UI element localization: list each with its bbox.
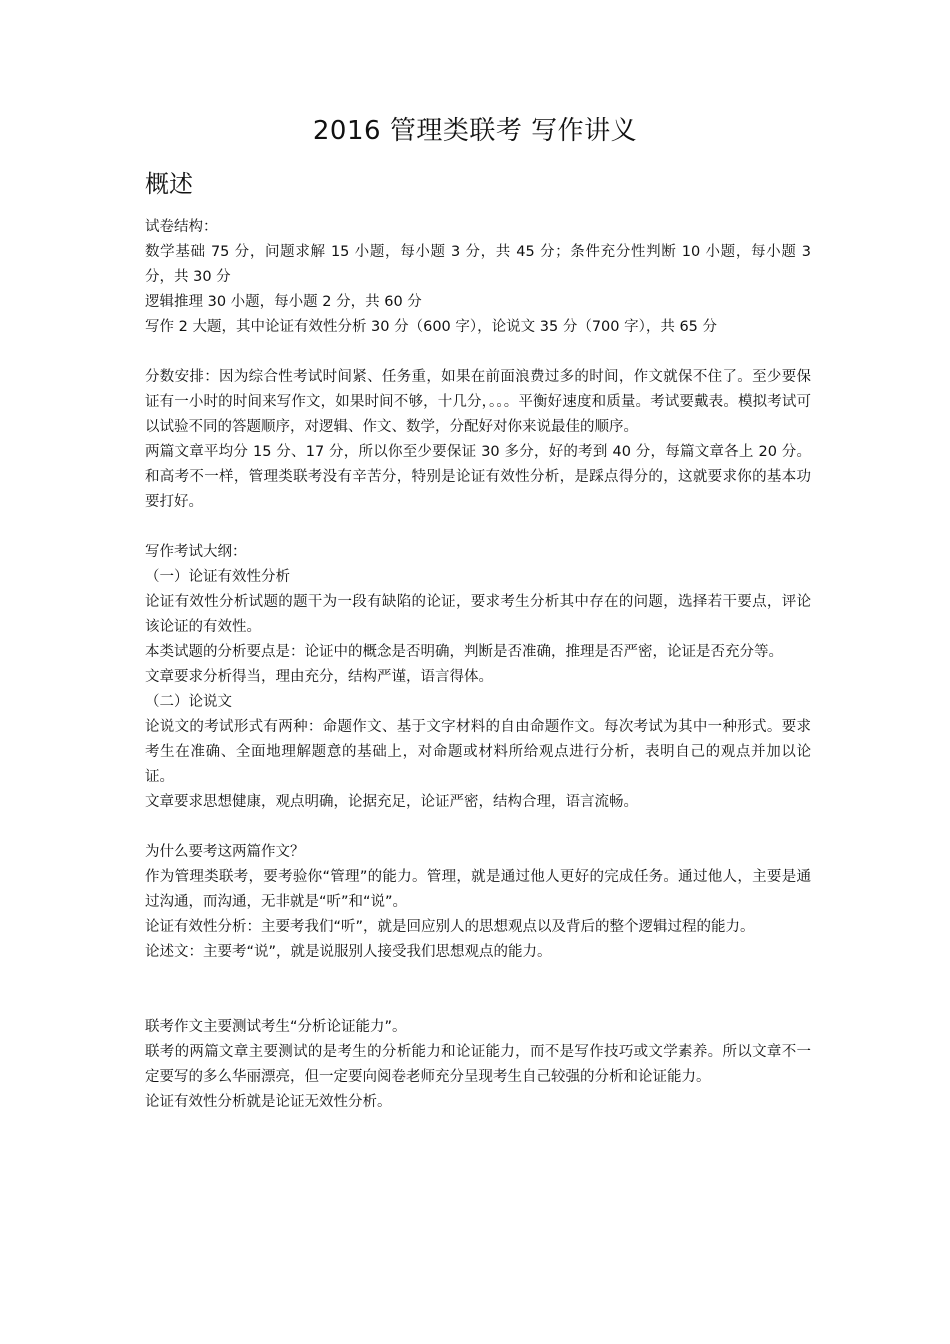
spacer [145, 340, 811, 365]
paragraph: 文章要求思想健康，观点明确，论据充足，论证严密，结构合理，语言流畅。 [145, 794, 638, 810]
paragraph: 分数安排：因为综合性考试时间紧、任务重，如果在前面浪费过多的时间，作文就保不住了。至少要保证有一小时的时间来写作文，如果时间不够，十几分，。。。平衡好速度和质量。考试要戴表。模拟考试可以试验不同的答题顺序，对逻辑、作文、数学，分配好对你来说最佳的顺序。 [145, 369, 811, 435]
paragraph: 联考的两篇文章主要测试的是考生的分析能力和论证能力，而不是写作技巧或文学素养。所以文章不一定要写的多么华丽漂亮，但一定要向阅卷老师充分呈现考生自己较强的分析和论证能力。 [145, 1044, 811, 1085]
paragraph: 联考作文主要测试考生“分析论证能力”。 [145, 1019, 407, 1035]
document-title: 2016 管理类联考 写作讲义 [312, 116, 638, 146]
spacer [145, 515, 811, 540]
paragraph: 论述文：主要考“说”，就是说服别人接受我们思想观点的能力。 [145, 944, 552, 960]
paragraph: （二）论说文 [145, 694, 232, 710]
paragraph: 写作考试大纲： [145, 544, 247, 560]
paragraph: 论证有效性分析试题的题干为一段有缺陷的论证，要求考生分析其中存在的问题，选择若干要点，评论该论证的有效性。 [145, 594, 811, 635]
paragraph: 本类试题的分析要点是：论证中的概念是否明确，判断是否准确，推理是否严密，论证是否充分等。 [145, 644, 783, 660]
paragraph: （一）论证有效性分析 [145, 569, 290, 585]
paragraph: 逻辑推理 30 小题，每小题 2 分，共 60 分 [145, 294, 422, 310]
document-body [145, 215, 811, 1115]
paragraph: 为什么要考这两篇作文？ [145, 844, 305, 860]
paragraph: 论说文的考试形式有两种：命题作文、基于文字材料的自由命题作文。每次考试为其中一种形式。要求考生在准确、全面地理解题意的基础上，对命题或材料所给观点进行分析，表明自己的观点并加以论证。 [145, 719, 811, 785]
paragraph: 文章要求分析得当，理由充分，结构严谨，语言得体。 [145, 669, 493, 685]
paragraph: 论证有效性分析就是论证无效性分析。 [145, 1094, 392, 1110]
section-heading: 概述 [145, 170, 193, 198]
spacer [145, 965, 811, 1015]
paragraph: 论证有效性分析：主要考我们“听”，就是回应别人的思想观点以及背后的整个逻辑过程的能力。 [145, 919, 755, 935]
spacer [145, 815, 811, 840]
paragraph: 作为管理类联考，要考验你“管理”的能力。管理，就是通过他人更好的完成任务。通过他人，主要是通过沟通，而沟通，无非就是“听”和“说”。 [145, 869, 811, 910]
paragraph: 两篇文章平均分 15 分、17 分，所以你至少要保证 30 多分，好的考到 40 分，每篇文章各上 20 分。和高考不一样，管理类联考没有辛苦分，特别是论证有效性分析，是踩点得分的，这就要求你的基本功要打好。 [145, 444, 811, 510]
paragraph: 写作 2 大题，其中论证有效性分析 30 分（600 字），论说文 35 分（700 字），共 65 分 [145, 319, 718, 335]
paragraph: 数学基础 75 分，问题求解 15 小题，每小题 3 分，共 45 分；条件充分性判断 10 小题，每小题 3 分，共 30 分 [145, 244, 811, 285]
paragraph: 试卷结构： [145, 219, 218, 235]
